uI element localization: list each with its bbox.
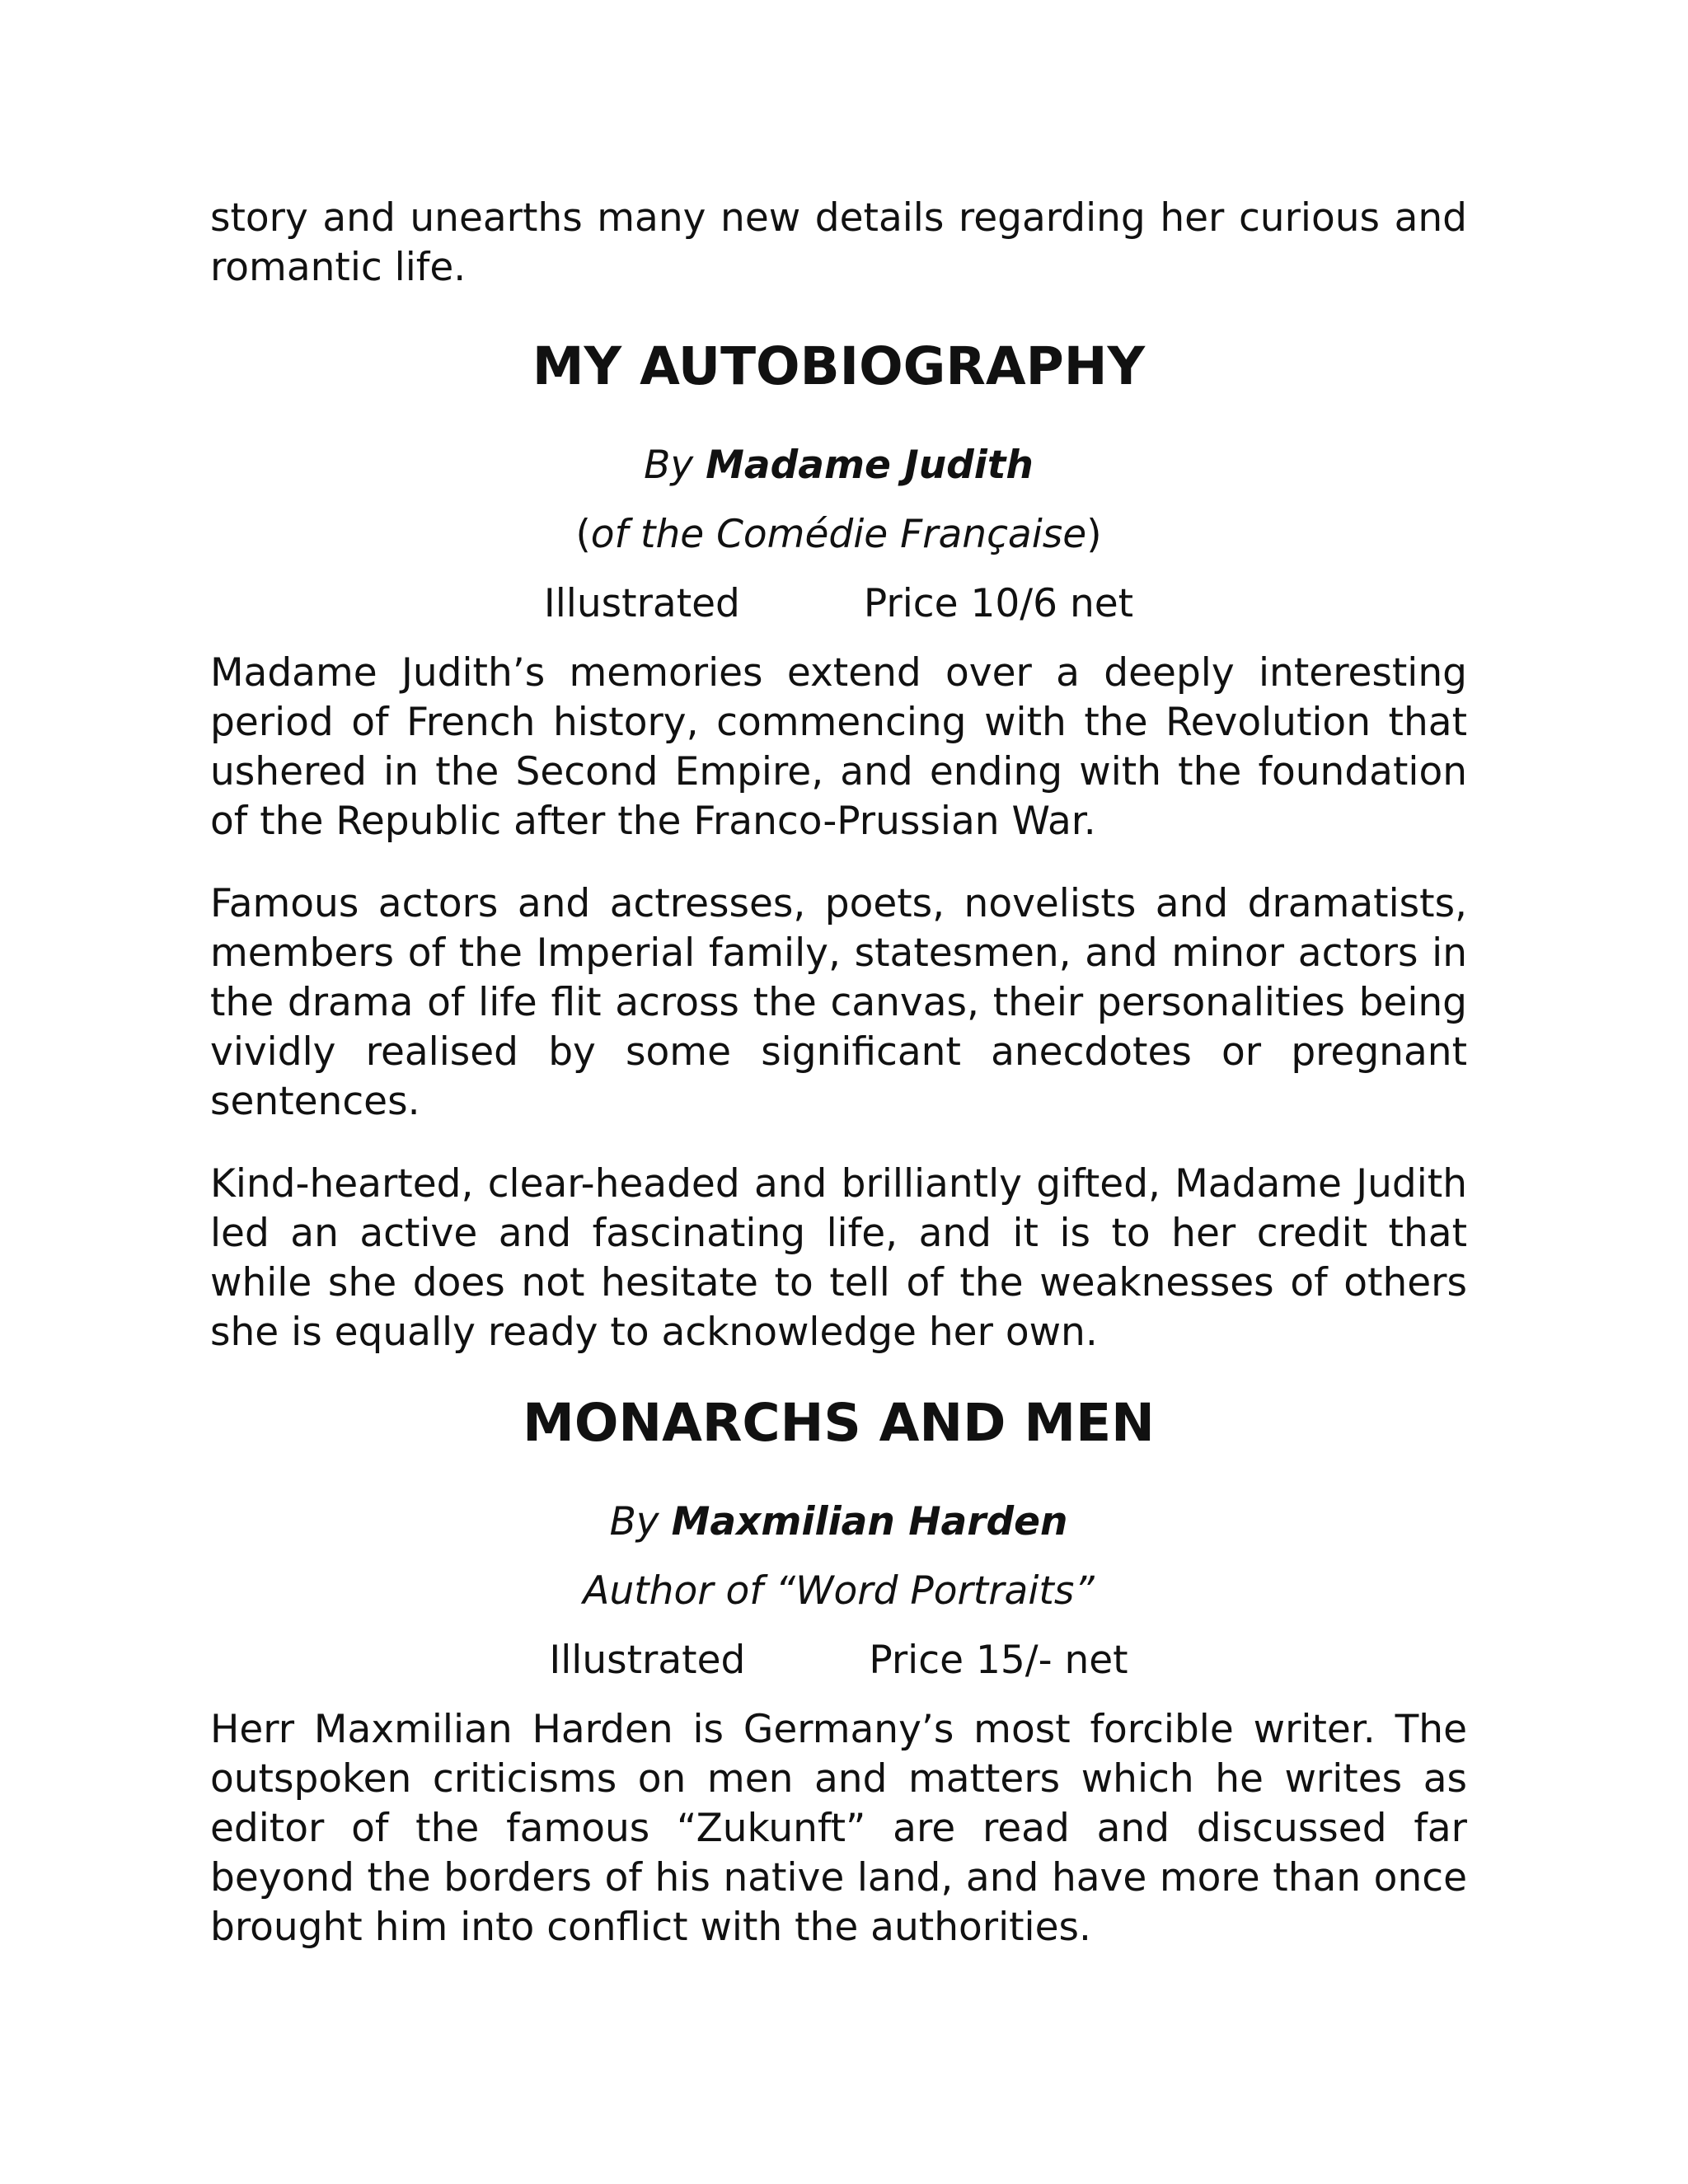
- description-paragraph: Kind-hearted, clear-headed and brilliantly gifted, Madame Judith led an active and fascinating life, and it is to her credit that while she does not hesitate to tell of the weaknesses of others she is equally ready to acknowledge her own.: [210, 1161, 1467, 1355]
- description-paragraph: Herr Maxmilian Harden is Germany’s most forcible writer. The outspoken criticisms on men and matters which he writes as editor of the famous “Zukunft” are read and discussed far beyond the borders of his native land, and have more than once brought him into conflict with the authorities.: [210, 1707, 1467, 1950]
- byline: [210, 1497, 1467, 1547]
- price-label: Price 10/6 net: [863, 581, 1134, 626]
- description-paragraph: Famous actors and actresses, poets, novelists and dramatists, members of the Imperial family, statesmen, and minor actors in the drama of life flit across the canvas, their personalities being vividly realised by some significant anecdotes or pregnant sentences.: [210, 881, 1467, 1124]
- illustrated-label: Illustrated: [549, 1638, 746, 1683]
- author-name: Madame Judith: [706, 443, 1034, 488]
- intro-paragraph: story and unearths many new details regarding her curious and romantic life.: [210, 195, 1467, 290]
- by-label: By: [644, 443, 694, 488]
- price-label: Price 15/- net: [869, 1638, 1128, 1683]
- book-subtitle: [210, 510, 1467, 560]
- book-entry-monarchs-and-men: [210, 1390, 1467, 1952]
- by-label: By: [609, 1499, 659, 1544]
- subtitle-close-paren: ): [1086, 512, 1102, 557]
- book-subtitle: [210, 1567, 1467, 1616]
- subtitle-text: of the Comédie Française: [590, 512, 1087, 557]
- subtitle-text: Author of “Word Portraits”: [583, 1568, 1095, 1614]
- subtitle-open-paren: (: [575, 512, 591, 557]
- book-title: MONARCHS AND MEN: [523, 1393, 1155, 1453]
- description-paragraph: Madame Judith’s memories extend over a deeply interesting period of French history, commencing with the Revolution that ushered in the Second Empire, and ending with the foundation of the Republic after the Franco-Prussian War.: [210, 650, 1467, 844]
- price-line: [210, 579, 1467, 629]
- book-title: MY AUTOBIOGRAPHY: [532, 336, 1146, 396]
- page-content: [210, 194, 1467, 1985]
- author-name: Maxmilian Harden: [671, 1499, 1068, 1544]
- book-entry-my-autobiography: [210, 334, 1467, 1357]
- illustrated-label: Illustrated: [543, 581, 740, 626]
- byline: [210, 441, 1467, 490]
- price-line: [210, 1636, 1467, 1685]
